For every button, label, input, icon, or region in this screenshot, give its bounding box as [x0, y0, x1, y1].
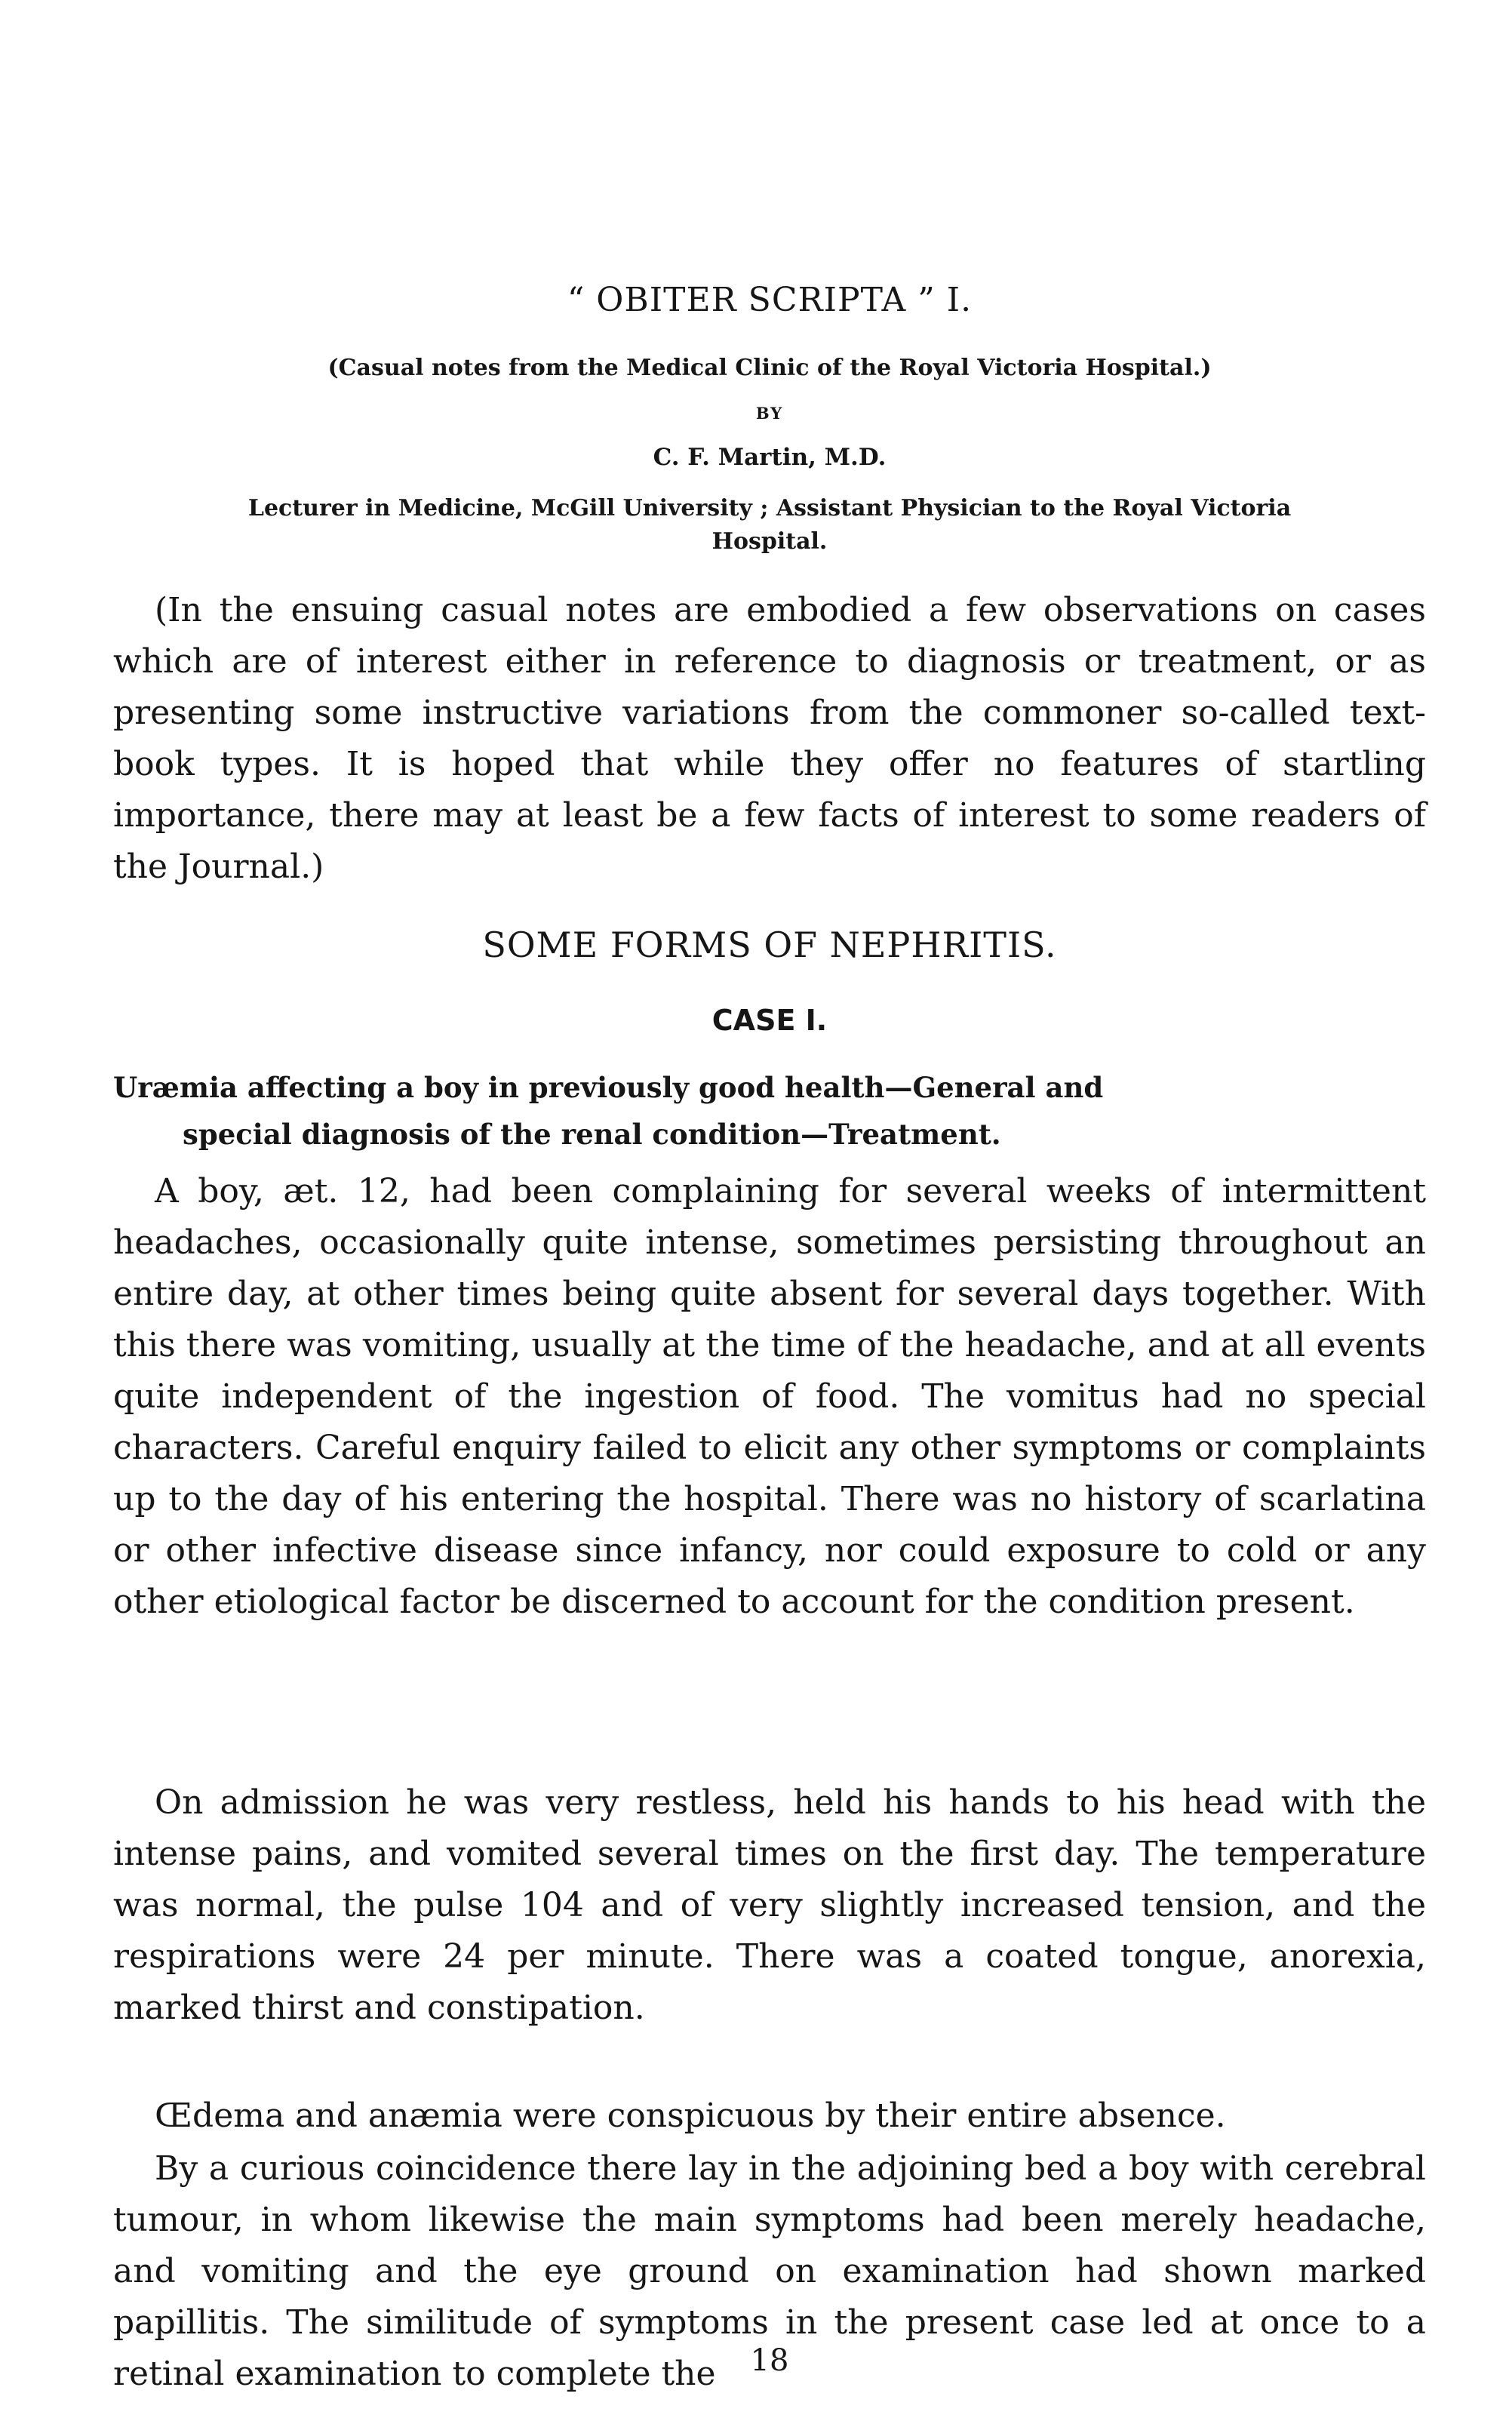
case-description-line-2: special diagnosis of the renal condition—Treatment.: [183, 1118, 1001, 1151]
case-heading: CASE I.: [711, 1004, 828, 1037]
document-page: [113, 0, 1426, 2421]
affiliation-line-2: Hospital.: [711, 528, 828, 555]
article-title: “ OBITER SCRIPTA ” I.: [567, 281, 973, 319]
author-affiliation: [113, 492, 1426, 558]
author-name: C. F. Martin, M.D.: [653, 444, 887, 471]
byline-label: BY: [755, 404, 784, 423]
case-description-line-1: Uræmia affecting a boy in previously good health—General and: [113, 1071, 1104, 1104]
body-paragraph-4: By a curious coincidence there lay in the adjoining bed a boy with cerebral tumour, in whom likewise the main symptoms had been merely headache, and vomiting and the eye ground on examination had shown marked papillitis. The similitude of symptoms in the present case led at once to a retinal examination to complete the: [113, 2149, 1426, 2393]
page-number: 18: [750, 2343, 789, 2378]
case-description: [113, 1064, 1426, 1158]
intro-paragraph: (In the ensuing casual notes are embodied a few observations on cases which are of interest either in reference to diagnosis or treatment, or as presenting some instructive variations from the commoner so-called text-book types. It is hoped that while they offer no features of startling importance, there may at least be a few facts of interest to some readers of the Journal.): [113, 591, 1426, 886]
section-heading: SOME FORMS OF NEPHRITIS.: [482, 924, 1057, 965]
article-subtitle: (Casual notes from the Medical Clinic of the Royal Victoria Hospital.): [327, 355, 1212, 381]
body-paragraph-1: A boy, æt. 12, had been complaining for several weeks of intermittent headaches, occasionally quite intense, sometimes persisting throughout an entire day, at other times being quite absent for several days together. With this there was vomiting, usually at the time of the headache, and at all events quite independent of the ingestion of food. The vomitus had no special characters. Careful enquiry failed to elicit any other symptoms or complaints up to the day of his entering the hospital. There was no history of scarlatina or other infective disease since infancy, nor could exposure to cold or any other etiological factor be discerned to account for the condition present.: [113, 1172, 1426, 1621]
body-paragraph-2: On admission he was very restless, held his hands to his head with the intense pains, and vomited several times on the first day. The temperature was normal, the pulse 104 and of very slightly increased tension, and the respirations were 24 per minute. There was a coated tongue, anorexia, marked thirst and constipation.: [113, 1783, 1426, 2027]
affiliation-line-1: Lecturer in Medicine, McGill University ; Assistant Physician to the Royal Victoria: [247, 495, 1292, 521]
body-paragraph-3: Œdema and anæmia were conspicuous by their entire absence.: [155, 2096, 1226, 2135]
